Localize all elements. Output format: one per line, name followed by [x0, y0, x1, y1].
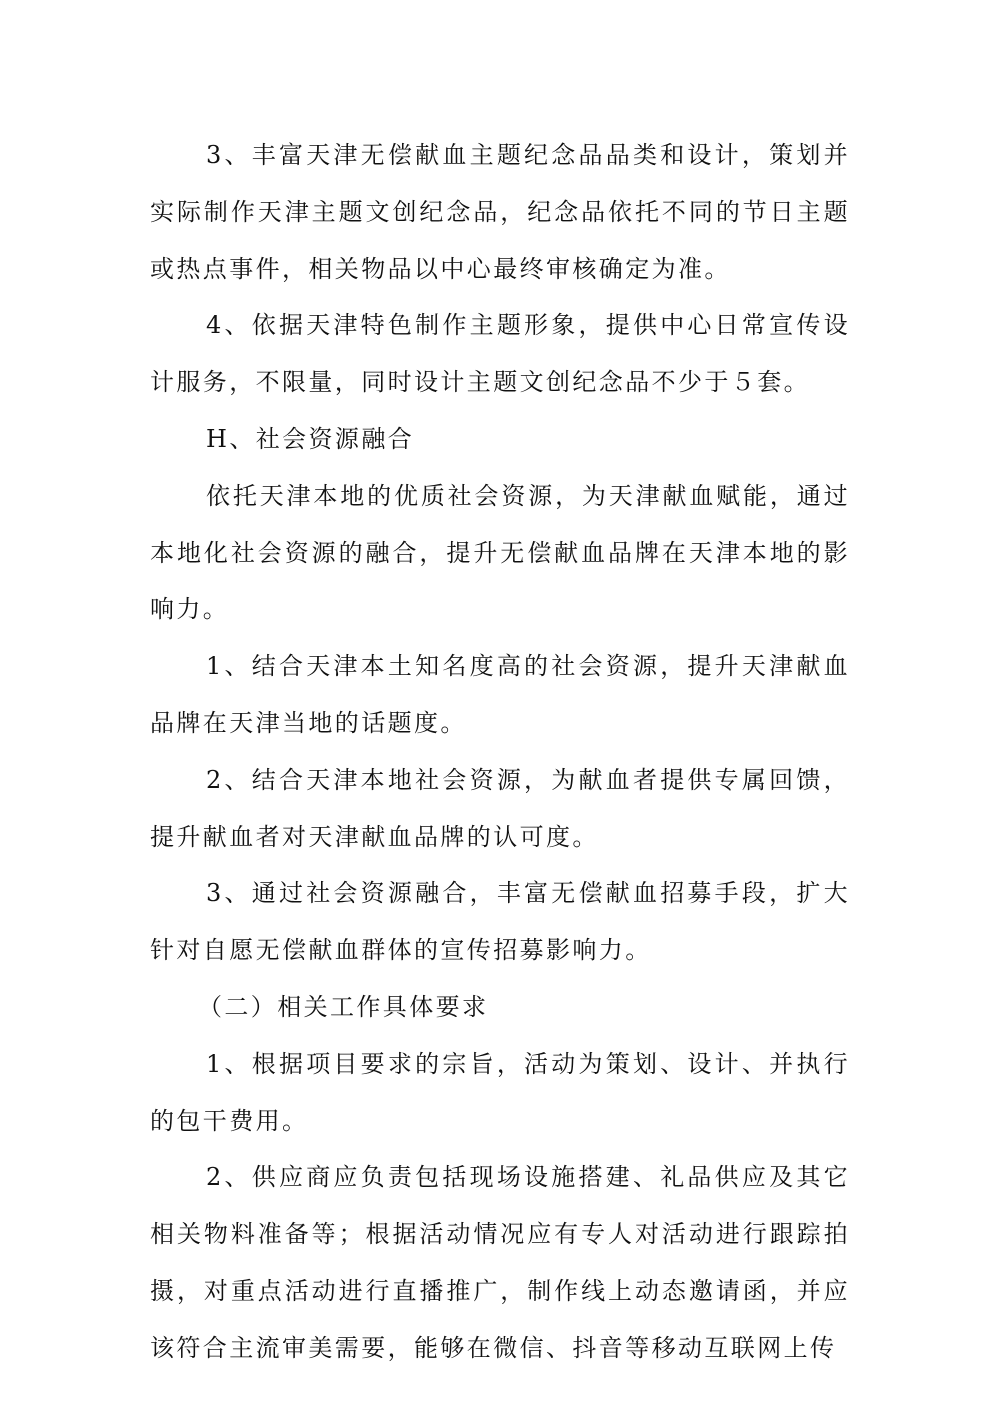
paragraph-item-3-recruitment: 3、通过社会资源融合，丰富无偿献血招募手段，扩大针对自愿无偿献血群体的宣传招募影响力。 [150, 879, 850, 965]
paragraph-item-2-donor-rewards: 2、结合天津本地社会资源，为献血者提供专属回馈，提升献血者对天津献血品牌的认可度。 [150, 765, 850, 851]
document-body [150, 127, 850, 1377]
paragraph-item-2-supplier-duties: 2、供应商应负责包括现场设施搭建、礼品供应及其它相关物料准备等；根据活动情况应有专人对活动进行跟踪拍摄，对重点活动进行直播推广，制作线上动态邀请函，并应该符合主流审美需要，能够在微信、抖音等移动互联网上传 [150, 1163, 850, 1362]
paragraph-item-4-theme-image: 4、依据天津特色制作主题形象，提供中心日常宣传设计服务，不限量，同时设计主题文创纪念品不少于５套。 [150, 311, 850, 397]
paragraph-item-1-lump-sum: 1、根据项目要求的宗旨，活动为策划、设计、并执行的包干费用。 [150, 1049, 850, 1135]
paragraph-social-resources-intro: 依托天津本地的优质社会资源，为天津献血赋能，通过本地化社会资源的融合，提升无偿献血品牌在天津本地的影响力。 [150, 481, 850, 624]
section-heading-social-resources: H、社会资源融合 [206, 424, 415, 453]
section-subheading-requirements: （二）相关工作具体要求 [198, 992, 489, 1021]
paragraph-item-1-local-resources: 1、结合天津本土知名度高的社会资源，提升天津献血品牌在天津当地的话题度。 [150, 652, 850, 737]
paragraph-item-3-souvenirs: 3、丰富天津无偿献血主题纪念品品类和设计，策划并实际制作天津主题文创纪念品，纪念品依托不同的节日主题或热点事件，相关物品以中心最终审核确定为准。 [150, 141, 850, 283]
